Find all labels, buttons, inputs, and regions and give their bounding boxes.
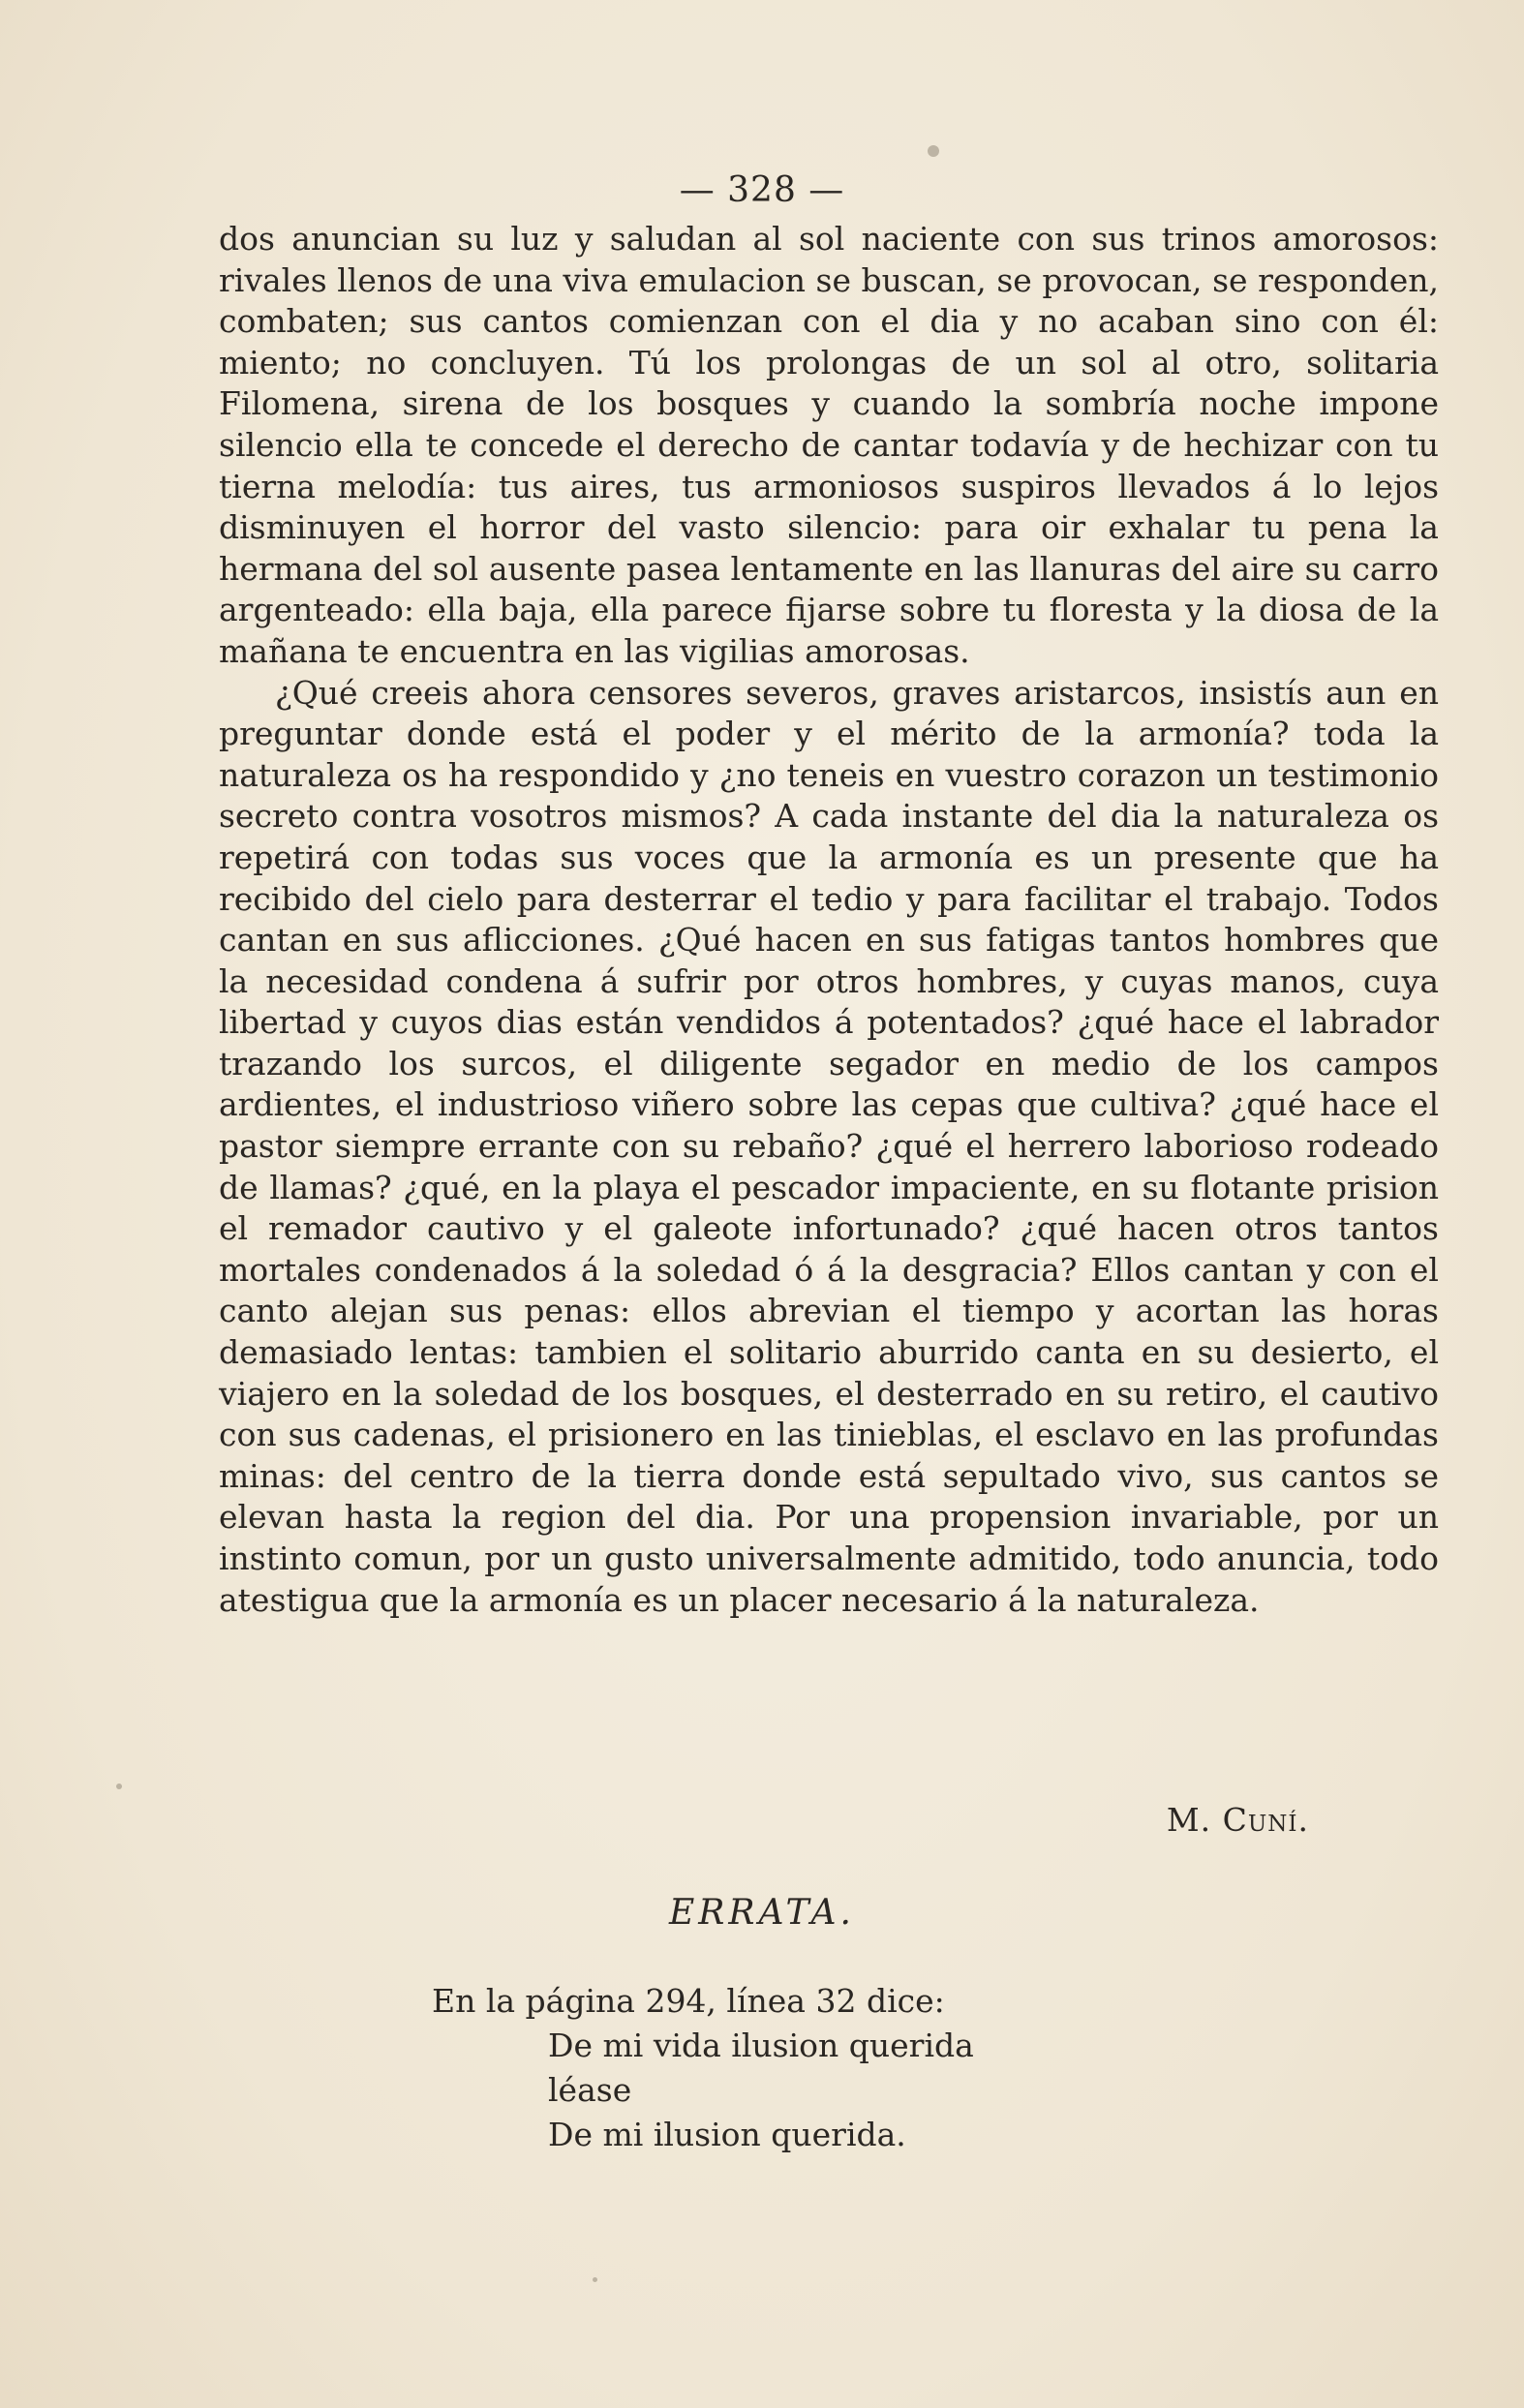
errata-line-4: De mi ilusion querida. <box>548 2116 906 2153</box>
paragraph-2: ¿Qué creeis ahora censores severos, graves aristarcos, insistís aun en preguntar donde está el poder y el mérito de la armonía? toda la naturaleza os ha respondido y ¿no teneis en vuestro corazon un testimonio secreto contra vosotros mismos? A cada instante del dia la naturaleza os repetirá con todas sus voces que la armonía es un presente que ha recibido del cielo para desterrar el tedio y para facilitar el trabajo. Todos cantan en sus aflicciones. ¿Qué hacen en sus fatigas tantos hombres que la necesidad condena á sufrir por otros hombres, y cuyas manos, cuya libertad y cuyos dias están vendidos á potentados? ¿qué hace el labrador trazando los surcos, el diligente segador en medio de los campos ardientes, el industrioso viñero sobre las cepas que cultiva? ¿qué hace el pastor siempre errante con su rebaño? ¿qué el herrero laborioso rodeado de llamas? ¿qué, en la playa el pescador impaciente, en su flotante prision el remador cautivo y el galeote infortunado? ¿qué hacen otros tantos mortales condenados á la soledad ó á la desgracia? Ellos cantan y con el canto alejan sus penas: ellos abrevian el tiempo y acortan las horas demasiado lentas: tambien el solitario aburrido canta en su desierto, el viajero en la soledad de los bosques, el desterrado en su retiro, el cautivo con sus cadenas, el prisionero en las tinieblas, el esclavo en las profundas minas: del centro de la tierra donde está sepultado vivo, sus cantos se elevan hasta la region del dia. Por una propension invariable, por un instinto comun, por un gusto universalmente admitido, todo anuncia, todo atestigua que la armonía es un placer necesario á la naturaleza. <box>219 673 1439 1619</box>
errata-title: ERRATA. <box>668 1893 855 1933</box>
ink-speck <box>928 145 939 157</box>
ink-speck <box>593 2277 597 2282</box>
author-signature <box>0 1801 1309 1839</box>
signature-surname: Cuní. <box>1222 1801 1309 1839</box>
body-text <box>219 219 1439 1621</box>
ink-speck <box>116 1783 122 1789</box>
signature-initial: M. <box>1166 1801 1212 1839</box>
errata-line-1: En la página 294, línea 32 dice: <box>432 1982 945 2020</box>
errata-line-2: De mi vida ilusion querida <box>548 2027 974 2064</box>
paragraph-1: dos anuncian su luz y saludan al sol naciente con sus trinos amorosos: rivales llenos de una viva emulacion se buscan, se provocan, se responden, combaten; sus cantos comienzan con el dia y no acaban sino con él: miento; no concluyen. Tú los prolongas de un sol al otro, solitaria Filomena, sirena de los bosques y cuando la sombría noche impone silencio ella te concede el derecho de cantar todavía y de hechizar con tu tierna melodía: tus aires, tus armoniosos suspiros llevados á lo lejos disminuyen el horror del vasto silencio: para oir exhalar tu pena la hermana del sol ausente pasea lentamente en las llanuras del aire su carro argenteado: ella baja, ella parece fijarse sobre tu floresta y la diosa de la mañana te encuentra en las vigilias amorosas. <box>219 220 1439 670</box>
page-number: — 328 — <box>679 170 845 210</box>
errata-line-3: léase <box>548 2071 632 2109</box>
